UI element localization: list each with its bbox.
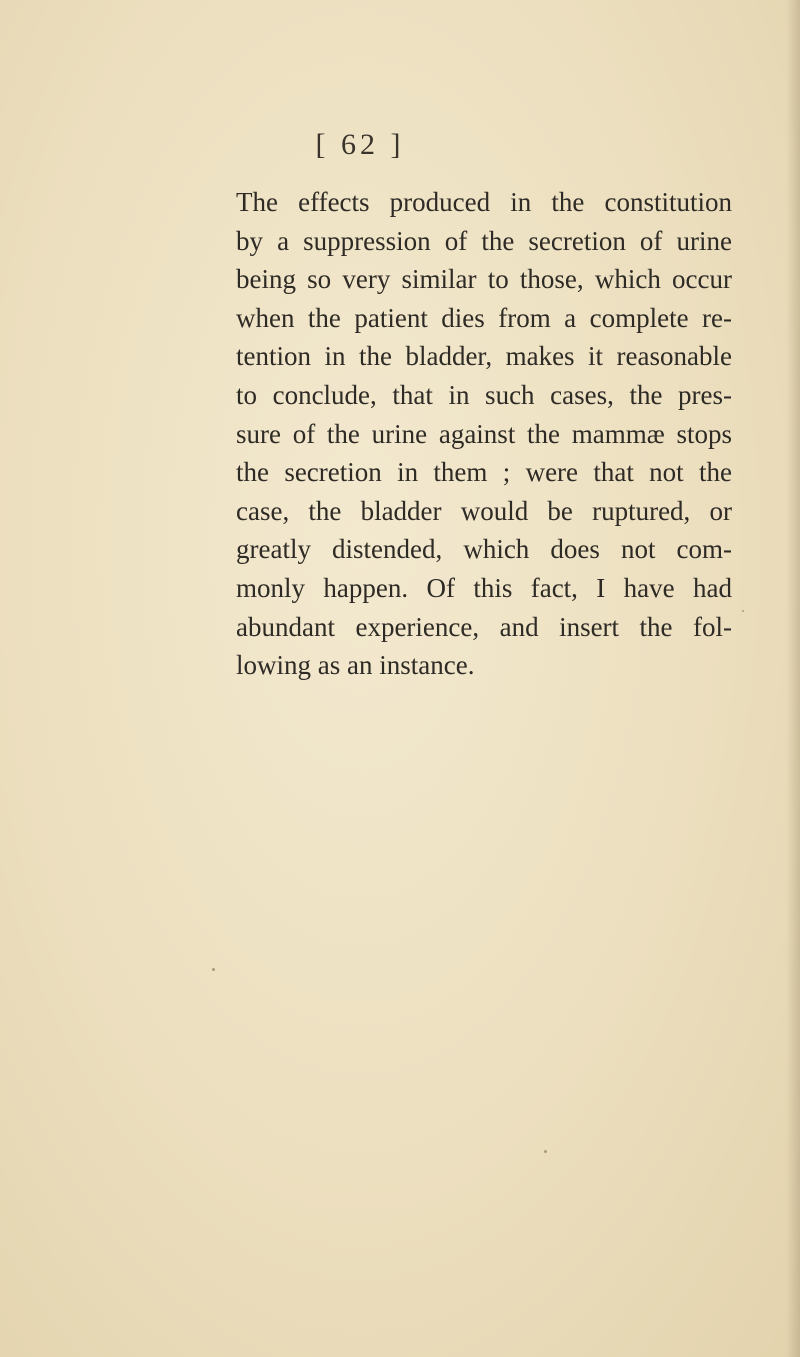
text-line: abundant experience, and insert the fol- (236, 611, 732, 642)
page-number: [ 62 ] (315, 128, 405, 161)
text-line: when the patient dies from a complete re- (236, 302, 732, 333)
text-line: by a suppression of the secretion of urine (236, 225, 732, 256)
text-line: to conclude, that in such cases, the pres- (236, 379, 732, 410)
text-line: the secretion in them ; were that not the (236, 457, 732, 488)
paper-speck (212, 968, 215, 971)
text-line: sure of the urine against the mammæ stops (236, 418, 732, 449)
body-text (236, 183, 732, 685)
text-line: The effects produced in the constitution (236, 187, 732, 217)
text-line: being so very similar to those, which occur (236, 264, 732, 295)
paper-speck (544, 1150, 547, 1153)
paper-speck (742, 610, 744, 612)
text-line: greatly distended, which does not com- (236, 534, 732, 565)
text-line: lowing as an instance. (236, 650, 475, 681)
text-line: case, the bladder would be ruptured, or (236, 495, 732, 526)
text-line: monly happen. Of this fact, I have had (236, 572, 732, 603)
text-line: tention in the bladder, makes it reasonable (236, 341, 732, 372)
